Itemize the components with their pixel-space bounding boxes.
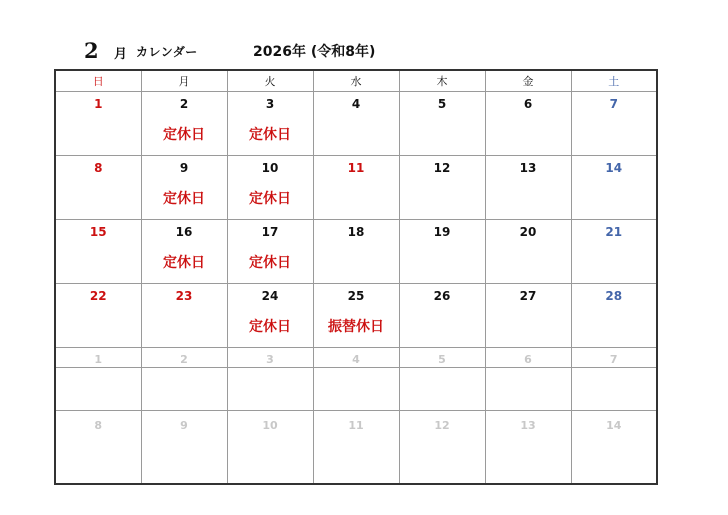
day-number: 8 [94,161,103,175]
day-cell [399,92,485,156]
next-month-day [485,348,571,368]
next-month-day [141,348,227,368]
day-cell [399,220,485,284]
calendar-label: カレンダー [136,45,198,59]
next-month-day [485,411,571,485]
day-number: 20 [519,225,537,239]
weekday-sunday: 日 [55,70,141,92]
day-number: 1 [94,97,103,111]
next-month-day [399,411,485,485]
day-number: 28 [605,289,623,303]
year-label: 2026年 (令和8年) [253,44,376,60]
week-row [55,284,657,348]
weekday-wednesday: 水 [313,70,399,92]
calendar-grid [54,69,658,485]
month-number: 2 [84,38,99,63]
blank-cell [55,368,141,411]
next-month-day-number: 13 [520,419,536,432]
day-cell [571,92,657,156]
day-number: 5 [437,97,447,111]
blank-cell [485,368,571,411]
day-cell [55,156,141,220]
day-number: 3 [265,97,275,111]
day-cell [141,284,227,348]
day-cell [313,220,399,284]
next-month-day-number: 9 [180,419,188,432]
day-cell [571,284,657,348]
closed-day-note: 定休日 [249,319,291,335]
day-number: 2 [179,97,189,111]
day-number: 10 [261,161,279,175]
day-number: 22 [89,289,107,303]
next-month-row [55,348,657,368]
next-month-day-number: 3 [266,353,274,366]
weekday-tuesday: 火 [227,70,313,92]
day-cell [485,220,571,284]
day-cell [55,92,141,156]
day-number: 25 [347,289,365,303]
weekday-friday: 金 [485,70,571,92]
day-cell [227,284,313,348]
day-number: 7 [609,97,618,111]
week-row [55,92,657,156]
day-cell [399,156,485,220]
next-month-day [571,348,657,368]
next-month-day-number: 11 [348,419,364,432]
week-row [55,156,657,220]
blank-row [55,368,657,411]
day-cell [313,92,399,156]
day-cell [313,156,399,220]
next-month-day [141,411,227,485]
blank-cell [571,368,657,411]
day-cell [485,156,571,220]
day-number: 13 [519,161,537,175]
day-number: 4 [351,97,361,111]
next-month-day [313,348,399,368]
day-cell [141,220,227,284]
substitute-closed-day-note: 振替休日 [328,319,384,335]
month-unit: 月 [114,47,128,62]
next-month-day-number: 2 [180,353,188,366]
next-month-day [55,411,141,485]
next-month-day-number: 14 [606,419,622,432]
day-number: 19 [433,225,451,239]
day-number: 6 [523,97,533,111]
next-month-day [227,411,313,485]
next-month-day-number: 7 [609,353,618,366]
closed-day-note: 定休日 [163,127,205,143]
day-cell [571,220,657,284]
day-number: 15 [89,225,107,239]
day-cell [55,220,141,284]
blank-cell [227,368,313,411]
weekday-monday: 月 [141,70,227,92]
day-cell [55,284,141,348]
day-cell [141,92,227,156]
closed-day-note: 定休日 [249,255,291,271]
blank-cell [399,368,485,411]
next-month-day-number: 10 [262,419,278,432]
day-number: 12 [433,161,451,175]
day-number: 27 [519,289,537,303]
day-number: 16 [175,225,193,239]
day-number: 24 [261,289,279,303]
week-row [55,220,657,284]
blank-cell [313,368,399,411]
next-month-day [227,348,313,368]
weekday-saturday: 土 [571,70,657,92]
next-month-day-number: 8 [94,419,103,432]
next-month-day-number: 6 [524,353,532,366]
next-month-day [55,348,141,368]
day-number: 18 [347,225,365,239]
next-month-day-number: 5 [438,353,446,366]
blank-cell [141,368,227,411]
next-month-day [313,411,399,485]
next-month-day-number: 1 [94,353,103,366]
day-number: 17 [261,225,279,239]
day-cell [399,284,485,348]
day-cell [227,92,313,156]
day-number: 26 [433,289,451,303]
day-cell [485,284,571,348]
next-month-day-number: 12 [434,419,450,432]
day-number: 23 [175,289,193,303]
day-cell [227,220,313,284]
next-month-row [55,411,657,485]
weekday-thursday: 木 [399,70,485,92]
closed-day-note: 定休日 [163,255,205,271]
weekday-header-row [55,70,657,92]
day-cell [571,156,657,220]
day-number: 11 [347,161,365,175]
next-month-day [399,348,485,368]
closed-day-note: 定休日 [249,127,291,143]
day-cell [227,156,313,220]
day-cell [485,92,571,156]
day-number: 14 [605,161,623,175]
closed-day-note: 定休日 [163,191,205,207]
calendar-header [0,0,728,66]
next-month-day [571,411,657,485]
closed-day-note: 定休日 [249,191,291,207]
next-month-day-number: 4 [352,353,360,366]
day-number: 9 [179,161,189,175]
day-number: 21 [605,225,623,239]
day-cell [141,156,227,220]
day-cell [313,284,399,348]
